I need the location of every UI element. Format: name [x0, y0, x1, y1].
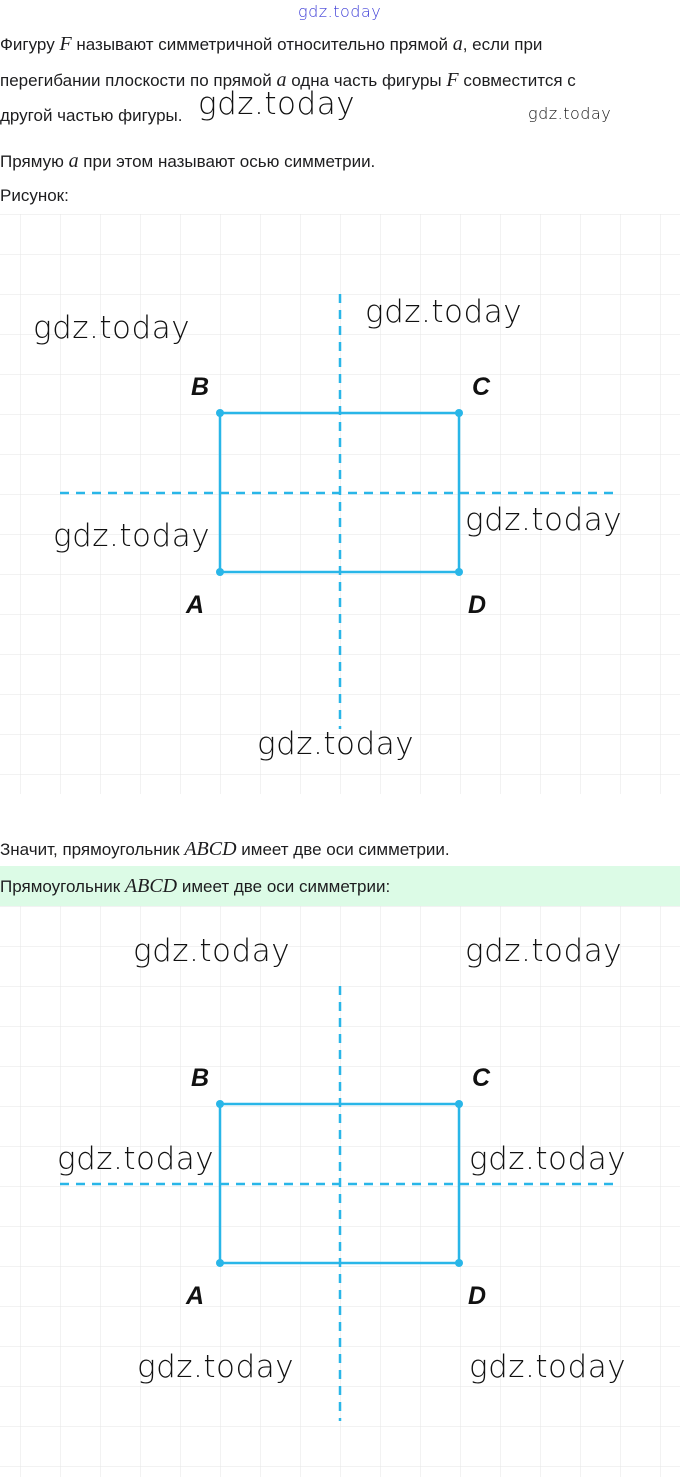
watermark: gdz.today: [198, 86, 356, 122]
vertex-a-point: [216, 1259, 224, 1267]
conclusion-text: [0, 831, 450, 868]
paragraph-line-1: [0, 26, 542, 63]
text-segment: Фигуру: [0, 35, 55, 54]
vertex-label-c: C: [472, 1064, 491, 1092]
watermark: gdz.today: [133, 933, 291, 969]
watermark: gdz.today: [465, 502, 623, 538]
vertex-d-point: [455, 1259, 463, 1267]
text-segment: имеет две оси симметрии.: [241, 840, 450, 859]
text-segment: другой частью фигуры.: [0, 106, 183, 125]
vertex-label-a: A: [186, 1282, 205, 1310]
text-segment: Значит, прямоугольник: [0, 840, 180, 859]
text-segment: Прямоугольник: [0, 877, 121, 896]
figure-2-rectangle-axes: [0, 906, 680, 1477]
vertex-label-c: C: [472, 373, 491, 401]
text-segment: Прямую: [0, 152, 64, 171]
vertex-d-point: [455, 568, 463, 576]
vertex-b-point: [216, 409, 224, 417]
math-var-F: F: [59, 33, 72, 55]
math-var-a: a: [276, 69, 287, 91]
watermark: gdz.today: [57, 1141, 215, 1177]
watermark: gdz.today: [528, 104, 612, 123]
vertex-label-b: B: [191, 1064, 210, 1092]
paragraph-line-3: [0, 98, 183, 134]
vertex-b-point: [216, 1100, 224, 1108]
watermark: gdz.today: [137, 1349, 295, 1385]
watermark-top: gdz.today: [298, 2, 382, 21]
math-var-a: a: [452, 33, 463, 55]
text-segment: совместится с: [463, 71, 576, 90]
text-segment: одна часть фигуры: [291, 71, 442, 90]
text-segment: перегибании плоскости по прямой: [0, 71, 272, 90]
answer-text: [0, 868, 390, 905]
watermark: gdz.today: [469, 1141, 627, 1177]
vertex-label-d: D: [468, 1282, 487, 1310]
watermark: gdz.today: [257, 726, 415, 762]
math-var-F: F: [446, 69, 459, 91]
figure-label: Рисунок:: [0, 186, 69, 205]
vertex-label-d: D: [468, 591, 487, 619]
vertex-label-a: A: [186, 591, 205, 619]
watermark: gdz.today: [365, 294, 523, 330]
math-var-a: a: [68, 150, 79, 172]
text-segment: , если при: [462, 35, 543, 54]
watermark: gdz.today: [53, 518, 211, 554]
watermark: gdz.today: [469, 1349, 627, 1385]
vertex-label-b: B: [191, 373, 210, 401]
vertex-c-point: [455, 409, 463, 417]
vertex-a-point: [216, 568, 224, 576]
math-var-abcd: ABCD: [124, 875, 178, 897]
math-var-abcd: ABCD: [184, 838, 237, 860]
text-segment: называют симметричной относительно прямой: [76, 35, 448, 54]
vertex-c-point: [455, 1100, 463, 1108]
text-segment: имеет две оси симметрии:: [181, 877, 391, 896]
watermark: gdz.today: [465, 933, 623, 969]
text-segment: при этом называют осью симметрии.: [83, 152, 376, 171]
watermark: gdz.today: [33, 310, 191, 346]
paragraph-axis-definition: [0, 143, 375, 180]
